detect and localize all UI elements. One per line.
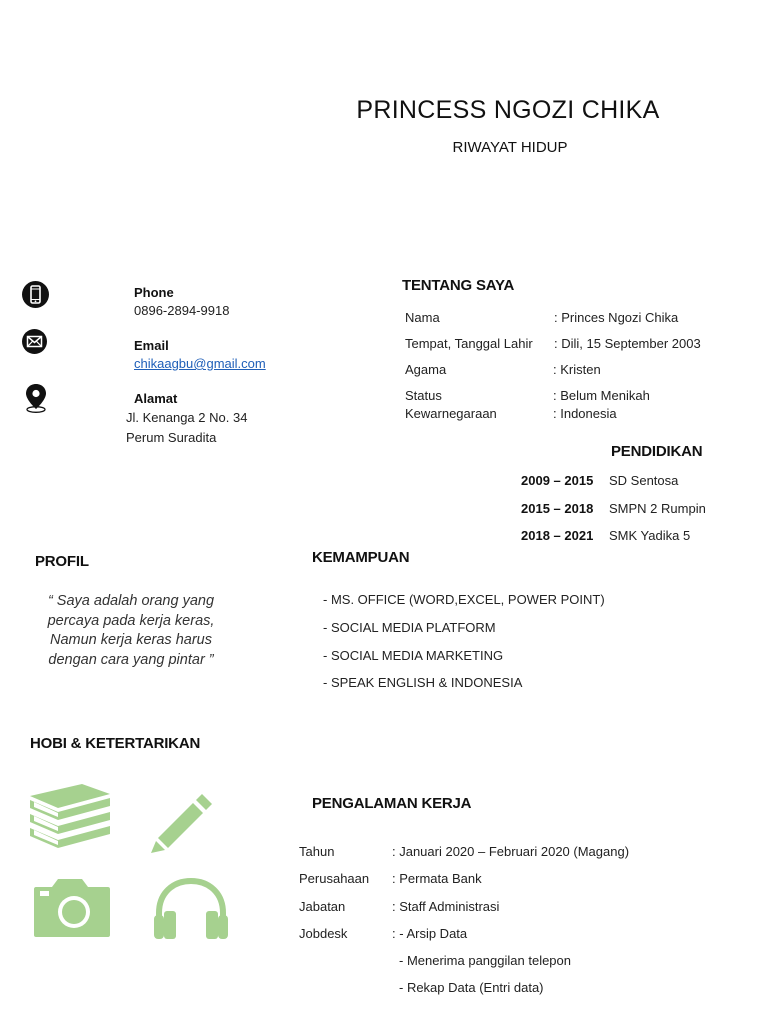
profile-heading: PROFIL — [35, 553, 89, 570]
experience-label-jobdesk: Jobdesk — [299, 926, 348, 941]
address-line-2: Perum Suradita — [126, 430, 217, 445]
books-icon — [28, 782, 112, 850]
phone-icon — [21, 280, 50, 309]
jobdesk-item: - Rekap Data (Entri data) — [399, 980, 544, 995]
about-value-status: : Belum Menikah — [553, 388, 650, 403]
about-heading: TENTANG SAYA — [402, 277, 515, 294]
experience-label-position: Jabatan — [299, 899, 346, 914]
about-label-birth: Tempat, Tanggal Lahir — [405, 336, 533, 351]
about-label-status: Status — [405, 388, 442, 403]
quote-line: “ Saya adalah orang yang — [47, 593, 215, 609]
resume-subtitle: RIWAYAT HIDUP — [452, 139, 568, 156]
experience-value-position: : Staff Administrasi — [392, 899, 500, 914]
experience-value-year: : Januari 2020 – Februari 2020 (Magang) — [392, 844, 630, 859]
about-value-religion: : Kristen — [553, 362, 601, 377]
education-school: SMPN 2 Rumpin — [609, 501, 706, 516]
about-value-nationality: : Indonesia — [553, 406, 617, 421]
headphones-icon — [152, 875, 230, 941]
phone-label: Phone — [134, 285, 174, 300]
camera-icon — [32, 877, 112, 939]
hobbies-heading: HOBI & KETERTARIKAN — [30, 735, 201, 752]
quote-line: Namun kerja keras harus — [50, 632, 212, 648]
about-label-religion: Agama — [405, 362, 447, 377]
education-heading: PENDIDIKAN — [611, 443, 703, 460]
resume-name: PRINCESS NGOZI CHIKA — [356, 96, 660, 124]
email-label: Email — [134, 338, 169, 353]
email-link[interactable]: chikaagbu@gmail.com — [134, 356, 266, 371]
education-year: 2009 – 2015 — [521, 473, 594, 488]
mail-icon — [21, 328, 48, 355]
skill-item: - MS. OFFICE (WORD,EXCEL, POWER POINT) — [323, 592, 605, 607]
skill-item: - SPEAK ENGLISH & INDONESIA — [323, 675, 523, 690]
phone-value: 0896-2894-9918 — [134, 303, 230, 318]
jobdesk-item: - Menerima panggilan telepon — [399, 953, 571, 968]
location-pin-icon — [24, 383, 48, 414]
profile-quote — [20, 592, 242, 670]
skills-heading: KEMAMPUAN — [312, 549, 410, 566]
about-value-birth: : Dili, 15 September 2003 — [554, 336, 701, 351]
about-label-name: Nama — [405, 310, 440, 325]
experience-heading: PENGALAMAN KERJA — [312, 795, 472, 812]
quote-line: dengan cara yang pintar ” — [48, 651, 214, 668]
education-year: 2015 – 2018 — [521, 501, 594, 516]
experience-label-company: Perusahaan — [299, 871, 370, 886]
education-school: SMK Yadika 5 — [609, 528, 691, 543]
about-label-nationality: Kewarnegaraan — [405, 406, 497, 421]
skill-item: - SOCIAL MEDIA MARKETING — [323, 648, 504, 663]
experience-label-year: Tahun — [299, 844, 335, 859]
about-value-name: : Princes Ngozi Chika — [554, 310, 679, 325]
experience-value-jobdesk: : - Arsip Data — [392, 926, 468, 941]
skill-item: - SOCIAL MEDIA PLATFORM — [323, 620, 496, 635]
education-year: 2018 – 2021 — [521, 528, 594, 543]
address-label: Alamat — [134, 391, 178, 406]
pencil-icon — [150, 792, 214, 854]
education-school: SD Sentosa — [609, 473, 679, 488]
quote-line: percaya pada kerja keras, — [47, 612, 215, 629]
address-line-1: Jl. Kenanga 2 No. 34 — [126, 410, 248, 425]
experience-value-company: : Permata Bank — [392, 871, 482, 886]
